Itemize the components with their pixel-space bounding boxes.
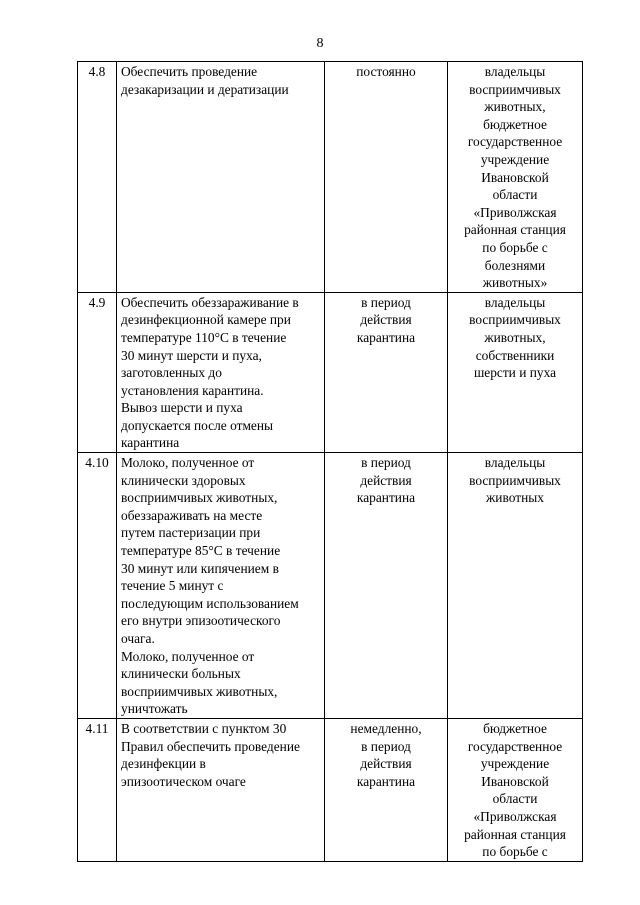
responsible-cell <box>448 292 583 452</box>
text-line: обеззараживать на месте <box>121 507 263 523</box>
text-line: «Приволжская <box>473 808 557 824</box>
text-line: владельцы <box>484 294 546 310</box>
text-line: животных <box>486 490 544 506</box>
measure-description-cell <box>117 292 325 452</box>
table-row <box>78 453 583 719</box>
text-line: действия <box>360 312 412 328</box>
text-line: клинически больных <box>121 666 241 682</box>
text-line: Обеспечить обеззараживание в <box>121 294 299 310</box>
text-line: владельцы <box>484 455 546 471</box>
text-line: В соответствии с пунктом 30 <box>121 720 287 736</box>
text-line: карантина <box>356 773 416 789</box>
deadline-cell <box>325 62 448 293</box>
text-line: последующим использованием <box>121 595 299 611</box>
measures-table <box>77 61 583 862</box>
text-line: действия <box>360 756 412 772</box>
text-line: учреждение <box>480 151 550 167</box>
text-line: шерсти и пуха <box>473 365 557 381</box>
text-line: действия <box>360 472 412 488</box>
text-line: по борьбе с <box>482 844 548 860</box>
text-line: в период <box>361 294 411 310</box>
deadline-cell <box>325 292 448 452</box>
text-line: в период <box>361 738 411 754</box>
text-line: заготовленных до <box>121 365 222 381</box>
text-line: бюджетное <box>483 116 547 132</box>
text-line: установления карантина. <box>121 382 264 398</box>
text-line: температуре 110°С в течение <box>121 329 287 345</box>
responsible-cell <box>448 453 583 719</box>
deadline-cell <box>325 453 448 719</box>
table-row <box>78 718 583 861</box>
text-line: восприимчивых животных, <box>121 683 278 699</box>
text-line: Ивановской <box>481 169 549 185</box>
text-line: 30 минут шерсти и пуха, <box>121 347 262 363</box>
responsible-cell <box>448 718 583 861</box>
table-row <box>78 292 583 452</box>
text-line: восприимчивых животных, <box>121 490 278 506</box>
deadline-cell <box>325 718 448 861</box>
text-line: болезнями <box>484 257 546 273</box>
text-line: районная станция <box>464 222 566 238</box>
text-line: восприимчивых <box>469 472 561 488</box>
measure-description-cell <box>117 718 325 861</box>
text-line: «Приволжская <box>473 204 557 220</box>
text-line: владельцы <box>484 64 546 79</box>
text-line: животных» <box>482 275 548 291</box>
text-line: дезакаризации и дератизации <box>121 81 289 97</box>
text-line: клинически здоровых <box>121 472 246 488</box>
text-line: постоянно <box>356 64 416 79</box>
text-line: температуре 85°С в течение <box>121 543 281 559</box>
measure-description-cell <box>117 62 325 293</box>
text-line: карантина <box>356 490 416 506</box>
item-number-cell: 4.8 <box>78 62 117 293</box>
text-line: допускается после отмены <box>121 417 274 433</box>
text-line: очага. <box>121 631 155 646</box>
text-line: эпизоотическом очаге <box>121 773 246 789</box>
table-row <box>78 62 583 293</box>
text-line: животных, <box>484 329 546 345</box>
text-line: государственное <box>467 134 563 150</box>
item-number-cell: 4.11 <box>78 718 117 861</box>
text-line: в период <box>361 455 411 471</box>
text-line: восприимчивых <box>469 81 561 97</box>
text-line: Вывоз шерсти и пуха <box>121 400 243 416</box>
text-line: Ивановской <box>481 773 549 789</box>
text-line: Молоко, полученное от <box>121 648 255 664</box>
responsible-cell <box>448 62 583 293</box>
text-line: карантина <box>121 435 180 451</box>
text-line: 30 минут или кипячением в <box>121 560 279 576</box>
text-line: течение 5 минут с <box>121 578 224 594</box>
text-line: дезинфекционной камере при <box>121 312 291 328</box>
text-line: собственники <box>475 347 555 363</box>
text-line: Обеспечить проведение <box>121 64 258 79</box>
text-line: уничтожать <box>121 701 188 717</box>
item-number-cell: 4.10 <box>78 453 117 719</box>
text-line: Молоко, полученное от <box>121 455 255 471</box>
measure-description-cell <box>117 453 325 719</box>
text-line: восприимчивых <box>469 312 561 328</box>
text-line: бюджетное <box>483 720 547 736</box>
text-line: области <box>492 187 538 203</box>
text-line: его внутри эпизоотического <box>121 613 281 629</box>
item-number-cell: 4.9 <box>78 292 117 452</box>
text-line: путем пастеризации при <box>121 525 261 541</box>
text-line: Правил обеспечить проведение <box>121 738 300 754</box>
text-line: дезинфекции в <box>121 756 206 772</box>
text-line: животных, <box>484 99 546 115</box>
text-line: карантина <box>356 329 416 345</box>
text-line: учреждение <box>480 756 550 772</box>
page-number: 8 <box>316 36 324 51</box>
text-line: государственное <box>467 738 563 754</box>
text-line: немедленно, <box>350 720 422 736</box>
text-line: районная станция <box>464 826 566 842</box>
text-line: области <box>492 791 538 807</box>
text-line: по борьбе с <box>482 239 548 255</box>
